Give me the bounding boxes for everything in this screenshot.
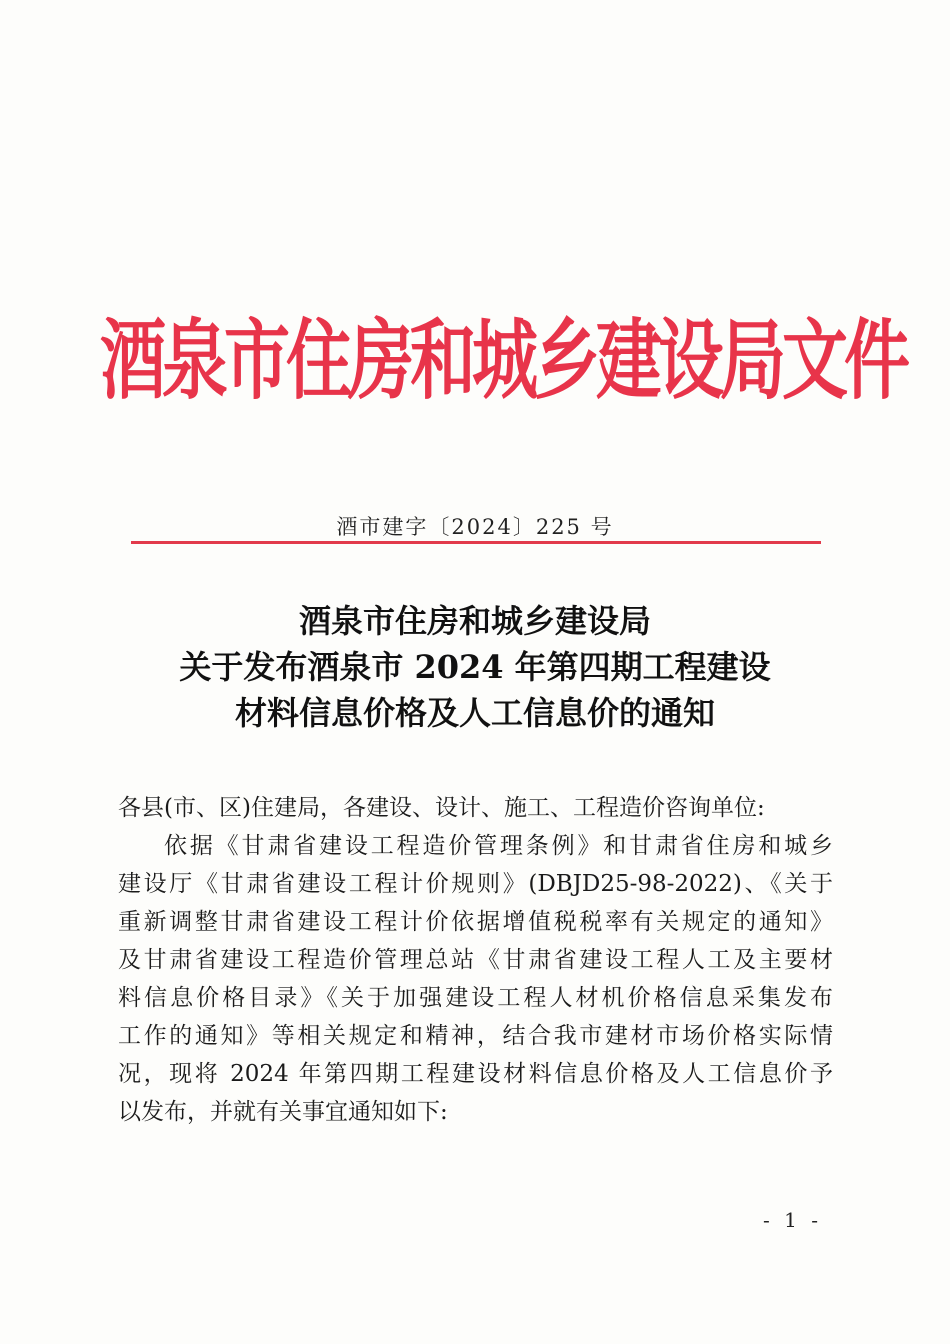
- salutation-line: 各县(市、区)住建局，各建设、设计、施工、工程造价咨询单位:: [118, 795, 765, 821]
- masthead-title: 酒泉市住房和城乡建设局文件: [100, 310, 906, 412]
- document-number: 酒市建字〔2024〕225 号: [336, 515, 614, 539]
- notice-title: [0, 598, 950, 736]
- page-number: - 1 -: [763, 1208, 822, 1232]
- red-divider-rule: [131, 541, 821, 544]
- title-line-3: 材料信息价格及人工信息价的通知: [234, 694, 715, 732]
- body-line: 况，现将 2024 年第四期工程建设材料信息价格及人工信息价予: [118, 1061, 833, 1087]
- title-line-1: 酒泉市住房和城乡建设局: [298, 602, 651, 640]
- body-line: 重新调整甘肃省建设工程计价依据增值税税率有关规定的通知》: [118, 909, 833, 935]
- title-line-2: 关于发布酒泉市 2024 年第四期工程建设: [179, 648, 771, 686]
- body-line: 及甘肃省建设工程造价管理总站《甘肃省建设工程人工及主要材: [118, 947, 833, 973]
- body-line: 建设厅《甘肃省建设工程计价规则》(DBJD25-98-2022)、《关于: [118, 871, 833, 897]
- notice-body: [118, 789, 833, 1131]
- body-line: 依据《甘肃省建设工程造价管理条例》和甘肃省住房和城乡: [164, 833, 833, 859]
- body-line: 料信息价格目录》《关于加强建设工程人材机价格信息采集发布: [118, 985, 833, 1011]
- body-line: 以发布，并就有关事宜通知如下:: [118, 1099, 448, 1125]
- body-line: 工作的通知》等相关规定和精神，结合我市建材市场价格实际情: [118, 1023, 833, 1049]
